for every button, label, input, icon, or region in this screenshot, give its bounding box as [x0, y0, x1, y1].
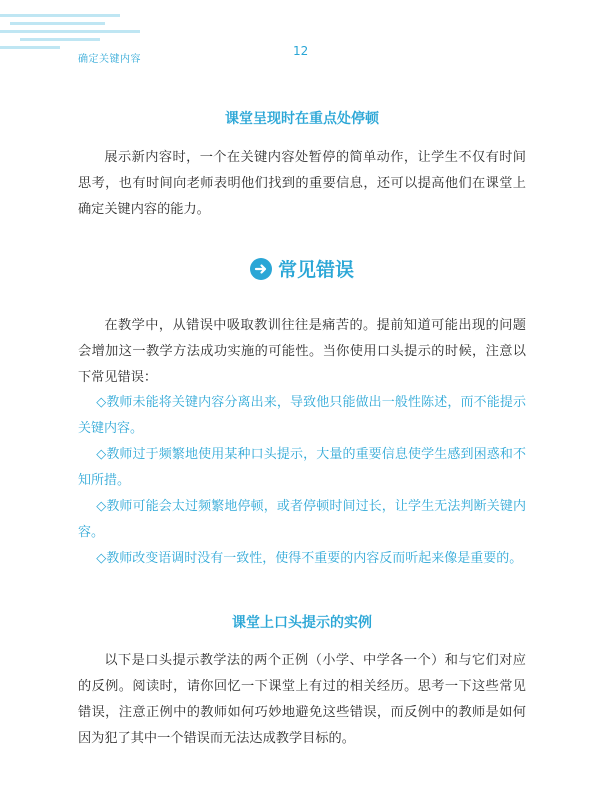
bullet-text: 教师可能会太过频繁地停顿，或者停顿时间过长，让学生无法判断关键内容。 — [78, 499, 526, 540]
running-head: 确定关键内容 — [78, 54, 141, 65]
paragraph-examples: 以下是口头提示教学法的两个正例（小学、中学各一个）和与它们对应的反例。阅读时，请你回忆一下课堂上有过的相关经历。思考一下这些常见错误，注意正例中的教师如何巧妙地避免这些错误，而反例中的教师是如何因为犯了其中一个错误而无法达成教学目标的。 — [78, 653, 526, 746]
bullet-text: 教师未能将关键内容分离出来，导致他只能做出一般性陈述，而不能提示关键内容。 — [78, 395, 526, 436]
bullet-text: 教师过于频繁地使用某种口头提示，大量的重要信息使学生感到困惑和不知所措。 — [78, 447, 526, 488]
bullet-diamond-icon: ◇ — [96, 447, 107, 462]
paragraph-pause: 展示新内容时，一个在关键内容处暂停的简单动作，让学生不仅有时间思考，也有时间向老师表明他们找到的重要信息，还可以提高他们在课堂上确定关键内容的能力。 — [78, 150, 526, 217]
bullet-diamond-icon: ◇ — [96, 551, 107, 566]
bullet-diamond-icon: ◇ — [96, 499, 107, 514]
section-title: 常见错误 — [277, 259, 354, 281]
page-number: 12 — [293, 44, 309, 58]
list-item — [78, 390, 526, 442]
arrow-right-circle-icon — [250, 258, 272, 280]
subheading-examples: 课堂上口头提示的实例 — [232, 615, 372, 631]
list-item — [78, 546, 526, 572]
mistakes-list — [78, 390, 526, 572]
subheading-pause: 课堂呈现时在重点处停顿 — [225, 111, 379, 127]
list-item — [78, 494, 526, 546]
bullet-diamond-icon: ◇ — [96, 395, 107, 410]
list-item — [78, 442, 526, 494]
bullet-text: 教师改变语调时没有一致性，使得不重要的内容反而听起来像是重要的。 — [106, 551, 523, 566]
paragraph-mistakes-intro: 在教学中，从错误中吸取教训往往是痛苦的。提前知道可能出现的问题会增加这一教学方法成功实施的可能性。当你使用口头提示的时候，注意以下常见错误： — [78, 318, 526, 385]
section-heading-common-mistakes — [78, 255, 526, 282]
